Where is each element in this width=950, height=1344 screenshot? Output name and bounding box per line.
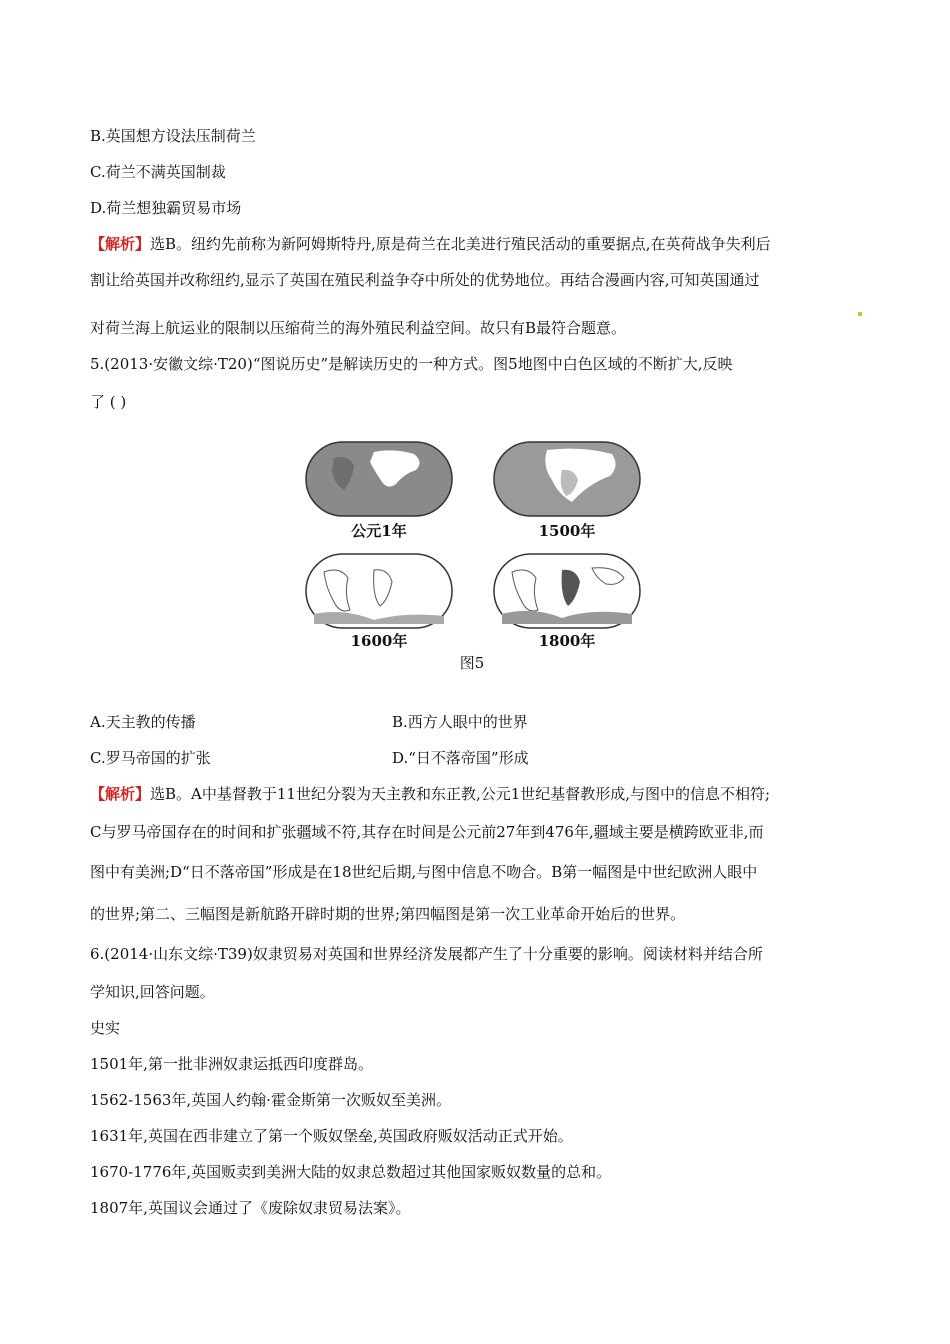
analysis1-line1 — [90, 234, 771, 254]
q6-line2: 学知识,回答问题。 — [90, 983, 215, 1001]
analysis1-line2: 割让给英国并改称纽约,显示了英国在殖民利益争夺中所处的优势地位。再结合漫画内容,可知英国通过 — [90, 271, 760, 289]
q5-line2: 了 ( ) — [90, 393, 127, 411]
figure-caption: 图5 — [459, 654, 485, 672]
fact-item: 1807年,英国议会通过了《废除奴隶贸易法案》。 — [90, 1199, 411, 1217]
analysis-tag: 【解析】 — [90, 235, 151, 253]
map-label-4: 1800年 — [538, 632, 596, 650]
q5-line1: 5.(2013·安徽文综·T20)“图说历史”是解读历史的一种方式。图5地图中白色区域的不断扩大,反映 — [90, 355, 733, 373]
analysis2-line2: C与罗马帝国存在的时间和扩张疆域不符,其存在时间是公元前27年到476年,疆域主要是横跨欧亚非,而 — [90, 823, 764, 841]
analysis-tag: 【解析】 — [90, 785, 151, 803]
map-4-1800 — [492, 552, 642, 630]
option-b: B.英国想方设法压制荷兰 — [90, 127, 256, 145]
analysis1-text1: 选B。纽约先前称为新阿姆斯特丹,原是荷兰在北美进行殖民活动的重要据点,在英荷战争失利后 — [150, 235, 771, 253]
q6-heading: 史实 — [90, 1019, 121, 1037]
option-c: C.荷兰不满英国制裁 — [90, 163, 226, 181]
map-label-2: 1500年 — [538, 522, 596, 540]
q5-option-b: B.西方人眼中的世界 — [392, 713, 528, 731]
figure-5-world-maps — [292, 440, 652, 670]
q5-option-a: A.天主教的传播 — [90, 713, 196, 731]
analysis2-text1: 选B。A中基督教于11世纪分裂为天主教和东正教,公元1世纪基督教形成,与图中的信息不相符; — [150, 785, 771, 803]
yellow-dot-mark — [858, 312, 862, 316]
q6-line1: 6.(2014·山东文综·T39)奴隶贸易对英国和世界经济发展都产生了十分重要的影响。阅读材料并结合所 — [90, 945, 763, 963]
analysis2-line4: 的世界;第二、三幅图是新航路开辟时期的世界;第四幅图是第一次工业革命开始后的世界。 — [90, 905, 686, 923]
q5-option-c: C.罗马帝国的扩张 — [90, 749, 211, 767]
analysis2-line3: 图中有美洲;D“日不落帝国”形成是在18世纪后期,与图中信息不吻合。B第一幅图是中世纪欧洲人眼中 — [90, 863, 758, 881]
q5-option-d: D.“日不落帝国”形成 — [392, 749, 529, 767]
analysis1-line3: 对荷兰海上航运业的限制以压缩荷兰的海外殖民利益空间。故只有B最符合题意。 — [90, 319, 627, 337]
fact-item: 1501年,第一批非洲奴隶运抵西印度群岛。 — [90, 1055, 373, 1073]
map-label-1: 公元1年 — [351, 522, 407, 540]
map-2-1500 — [492, 440, 642, 518]
fact-item: 1562-1563年,英国人约翰·霍金斯第一次贩奴至美洲。 — [90, 1091, 451, 1109]
map-label-3: 1600年 — [350, 632, 408, 650]
map-1-ad1 — [304, 440, 454, 518]
fact-item: 1670-1776年,英国贩卖到美洲大陆的奴隶总数超过其他国家贩奴数量的总和。 — [90, 1163, 612, 1181]
analysis2-line1 — [90, 784, 770, 804]
map-3-1600 — [304, 552, 454, 630]
fact-item: 1631年,英国在西非建立了第一个贩奴堡垒,英国政府贩奴活动正式开始。 — [90, 1127, 573, 1145]
option-d: D.荷兰想独霸贸易市场 — [90, 199, 242, 217]
